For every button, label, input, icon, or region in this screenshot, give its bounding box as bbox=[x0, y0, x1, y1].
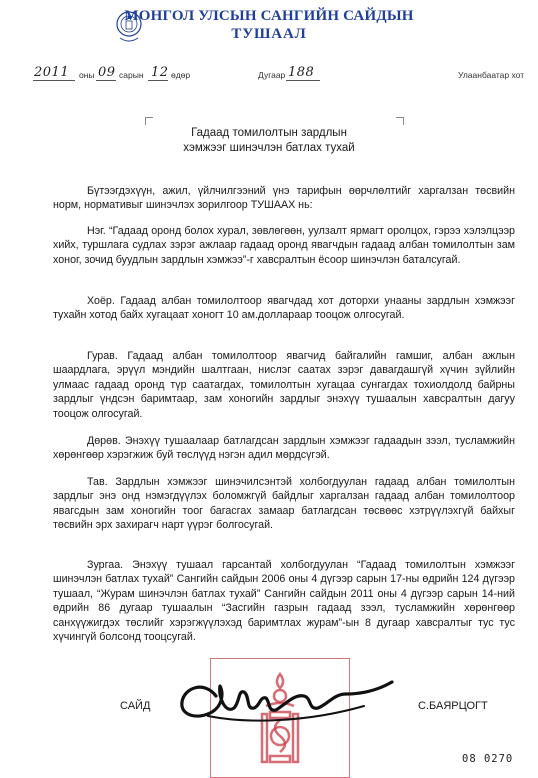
number-underline bbox=[286, 80, 320, 81]
issuer-heading: МОНГОЛ УЛСЫН САНГИЙН САЙДЫН bbox=[124, 8, 414, 24]
year-suffix: оны bbox=[79, 70, 95, 80]
city-label: Улаанбаатар хот bbox=[458, 70, 525, 80]
month-underline bbox=[96, 80, 116, 81]
handwritten-signature bbox=[168, 668, 398, 732]
signatory-name: С.БАЯРЦОГТ bbox=[418, 700, 488, 712]
date-year: 2011 bbox=[34, 65, 70, 80]
number-label: Дугаар bbox=[258, 70, 286, 80]
date-number-row bbox=[0, 65, 538, 82]
document-type-heading: ТУШААЛ bbox=[231, 26, 307, 42]
clause-paragraph: Зургаа. Энэхүү тушаал гарсантай холбогдуулан “Гадаад томилолтын хэмжээг шинэчлэн батлах тухай” Сангийн сайдын 2006 оны 4 дүгээр сарын 17-ны өдрийн 124 дүгээр тушаал, “Журам шинэчлэн батлах тухай” Сангийн сайдын 2011 оны 4 дүгээр сарын 14-ний өдрийн 86 дугаар тушаалын “Засгийн газрын гадаад зээл, тусламжийн хөрөнгөөр санхүүжигдэх төслийг хэрэгжүүлэхэд баримтлах журам”-ын 8 дугаар хавсралтыг тус тус хүчингүй болсонд тооцсугай. bbox=[53, 559, 515, 644]
preamble-paragraph: Бүтээгдэхүүн, ажил, үйлчилгээний үнэ тарифын өөрчлөлтийг харгалзан төсвийн норм, нормативыг шинэчлэх зорилгоор ТУШААХ нь: bbox=[53, 185, 515, 212]
date-day: 12 bbox=[151, 65, 169, 80]
clause-paragraph: Гурав. Гадаад албан томилолтоор явагчид байгалийн гамшиг, албан ажлын шаардлага, эрүүл мэндийн шалтгаан, нислэг саатах зэрэг давагдашгүй хүчин зүйлийн улмаас гадаад оронд түр саатагдах, томилолтын хугацаа сунгагдах тохиолдолд байрны зардлыг үндсэн баримтаар, зам хоногийн зардлыг энэхүү тушаалын хавсралтын дагуу тооцож олгосугай. bbox=[53, 350, 515, 420]
document-title-line2: хэмжээг шинэчлэн батлах тухай bbox=[183, 142, 355, 154]
order-number: 188 bbox=[288, 65, 315, 80]
title-corner-mark bbox=[145, 117, 153, 125]
clause-paragraph: Нэг. “Гадаад оронд болох хурал, зөвлөгөөн, уулзалт ярмагт оролцох, гэрээ хэлэлцээр хийх, туршлага судлах зэрэг ажлаар гадаад оронд явагчдын гадаад албан томилолтын зам хоног, зочид буудлын зардлын хэмжээ”-г хавсралтын ёсоор шинэчлэн баталсугай. bbox=[53, 225, 515, 266]
document-serial-number: 08 0270 bbox=[462, 753, 514, 765]
day-suffix: өдөр bbox=[171, 70, 191, 80]
year-underline bbox=[33, 80, 75, 81]
clause-paragraph: Дөрөв. Энэхүү тушаалаар батлагдсан зардлын хэмжээг гадаадын зээл, тусламжийн хөрөнгөөр хэрэгжиж буй төслүүд нэгэн адил мөрдсүгэй. bbox=[53, 435, 515, 462]
day-underline bbox=[148, 80, 168, 81]
title-corner-mark bbox=[396, 117, 404, 125]
clause-paragraph: Хоёр. Гадаад албан томилолтоор явагчдад хот доторхи унааны зардлын хэмжээг тухайн хотод байх хугацаат хоногт 10 ам.доллараар тооцож олгосугай. bbox=[53, 295, 515, 322]
month-suffix: сарын bbox=[119, 70, 144, 80]
clause-paragraph: Тав. Зардлын хэмжээг шинэчилсэнтэй холбогдуулан гадаад албан томилолтын зардлыг энэ онд нэмэгдүүлэх боломжгүй байдлыг харгалзан гадаад албан томилолтоор явагсдын зам хоногийн тоог багасгах замаар батлагдсан төсвөөс хэтрүүлэхгүй байхыг төсвийн эрх захирагч нарт үүрэг болгосугай. bbox=[53, 476, 515, 532]
signatory-title: САЙД bbox=[120, 700, 151, 712]
date-month: 09 bbox=[98, 65, 116, 80]
document-title-line1: Гадаад томилолтын зардлын bbox=[191, 127, 347, 139]
